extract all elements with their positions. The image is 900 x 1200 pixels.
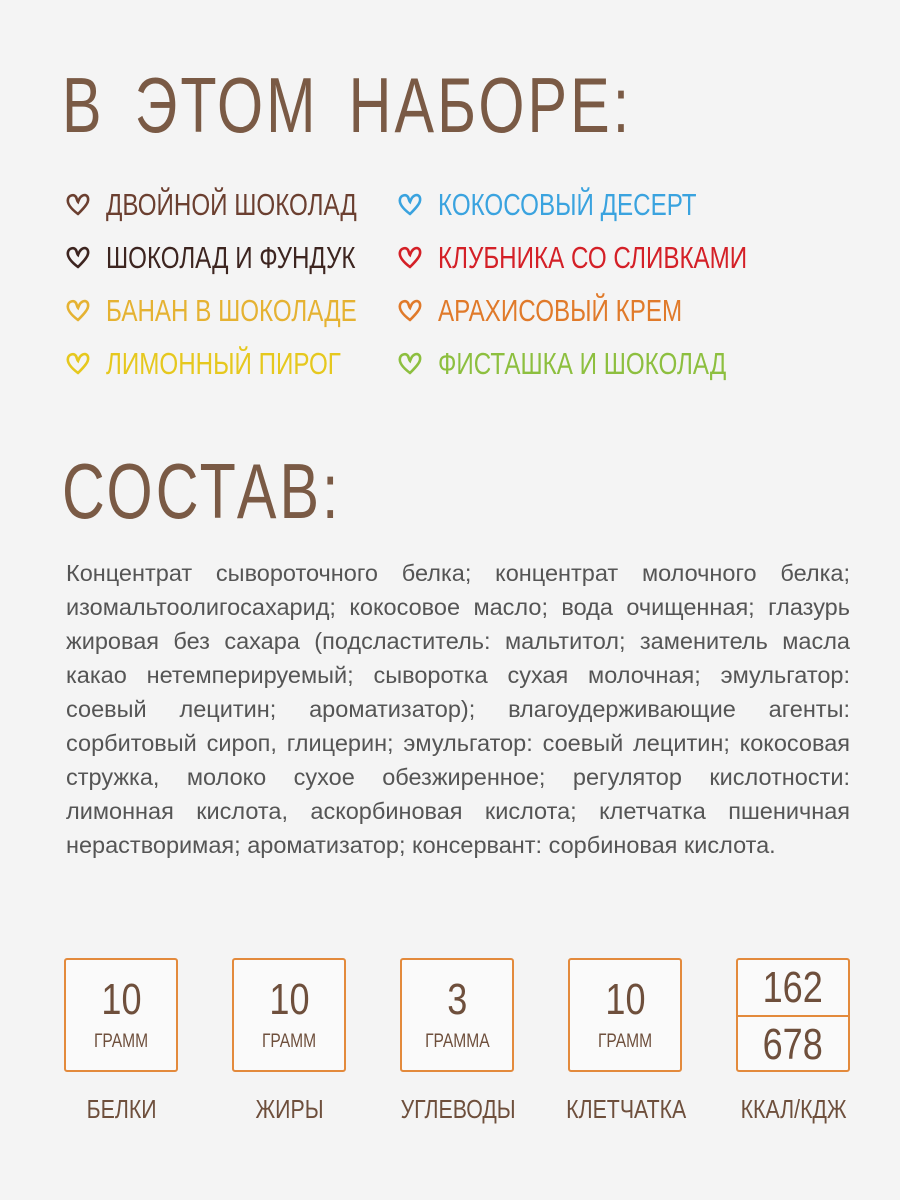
set-title: В ЭТОМ НАБОРЕ:	[62, 61, 633, 149]
heart-icon	[64, 244, 92, 270]
nutrition-protein	[64, 958, 180, 1122]
nutrition-unit: ГРАММ	[261, 1031, 317, 1052]
nutrition-box	[568, 958, 682, 1072]
nutrition-caption: КЛЕТЧАТКА	[565, 1094, 687, 1124]
flavor-item-chocolate-hazelnut	[64, 235, 426, 279]
heart-icon	[396, 191, 424, 217]
flavor-list	[64, 182, 784, 394]
composition-text: Концентрат сывороточного белка; концентрат молочного белка; изомальтоолигосахарид; кокосовое масло; вода очищенная; глазурь жировая без сахара (подсластитель: мальтитол; заменитель масла какао нетемперируемый; сыворотка сухая молочная; эмульгатор: соевый лецитин; ароматизатор); влагоудерживающие агенты: сорбитовый сироп, глицерин; эмульгатор: соевый лецитин; кокосовая стружка, молоко сухое обезжиренное; регулятор кислотности: лимонная кислота, аскорбиновая кислота; клетчатка пшеничная нерастворимая; ароматизатор; консервант: сорбиновая кислота.	[66, 560, 850, 858]
heart-icon	[64, 350, 92, 376]
flavor-label: КОКОСОВЫЙ ДЕСЕРТ	[438, 186, 697, 222]
nutrition-carbs	[400, 958, 516, 1122]
heart-icon	[396, 244, 424, 270]
flavor-label: ШОКОЛАД И ФУНДУК	[106, 239, 356, 275]
flavor-item-banana-chocolate	[64, 288, 427, 332]
energy-kcal: 162	[738, 960, 848, 1017]
nutrition-unit: ГРАММ	[93, 1031, 149, 1052]
nutrition-fat	[232, 958, 348, 1122]
nutrition-caption: УГЛЕВОДЫ	[400, 1094, 516, 1124]
composition-title: СОСТАВ:	[62, 447, 342, 535]
flavor-item-lemon-pie	[64, 341, 407, 385]
energy-kj: 678	[762, 1020, 824, 1069]
flavor-item-strawberry-cream	[396, 235, 834, 279]
flavor-item-pistachio-chocolate	[396, 341, 808, 385]
flavor-item-peanut-cream	[396, 288, 751, 332]
nutrition-caption: ЖИРЫ	[255, 1094, 325, 1124]
nutrition-value: 10	[604, 975, 646, 1024]
flavor-label: ЛИМОННЫЙ ПИРОГ	[106, 345, 341, 381]
flavor-label: БАНАН В ШОКОЛАДЕ	[106, 292, 357, 328]
nutrition-value: 10	[268, 975, 310, 1024]
flavor-label: ДВОЙНОЙ ШОКОЛАД	[106, 186, 357, 222]
heart-icon	[64, 297, 92, 323]
nutrition-fiber	[565, 958, 687, 1124]
nutrition-energy	[736, 958, 852, 1122]
flavor-item-double-chocolate	[64, 182, 427, 226]
heart-icon	[396, 297, 424, 323]
nutrition-unit: ГРАММ	[597, 1031, 653, 1052]
flavor-label: ФИСТАШКА И ШОКОЛАД	[438, 345, 727, 381]
flavor-label: КЛУБНИКА СО СЛИВКАМИ	[438, 239, 748, 275]
nutrition-caption: ККАЛ/КДЖ	[740, 1094, 847, 1124]
nutrition-value: 10	[100, 975, 142, 1024]
nutrition-value: 3	[446, 975, 468, 1024]
nutrition-facts	[64, 958, 854, 1138]
energy-box	[736, 958, 850, 1072]
flavor-label: АРАХИСОВЫЙ КРЕМ	[438, 292, 683, 328]
nutrition-caption: БЕЛКИ	[87, 1094, 157, 1124]
nutrition-unit: ГРАММА	[424, 1031, 490, 1052]
nutrition-box	[232, 958, 346, 1072]
flavor-item-coconut-dessert	[396, 182, 769, 226]
heart-icon	[64, 191, 92, 217]
nutrition-box	[400, 958, 514, 1072]
heart-icon	[396, 350, 424, 376]
nutrition-box	[64, 958, 178, 1072]
